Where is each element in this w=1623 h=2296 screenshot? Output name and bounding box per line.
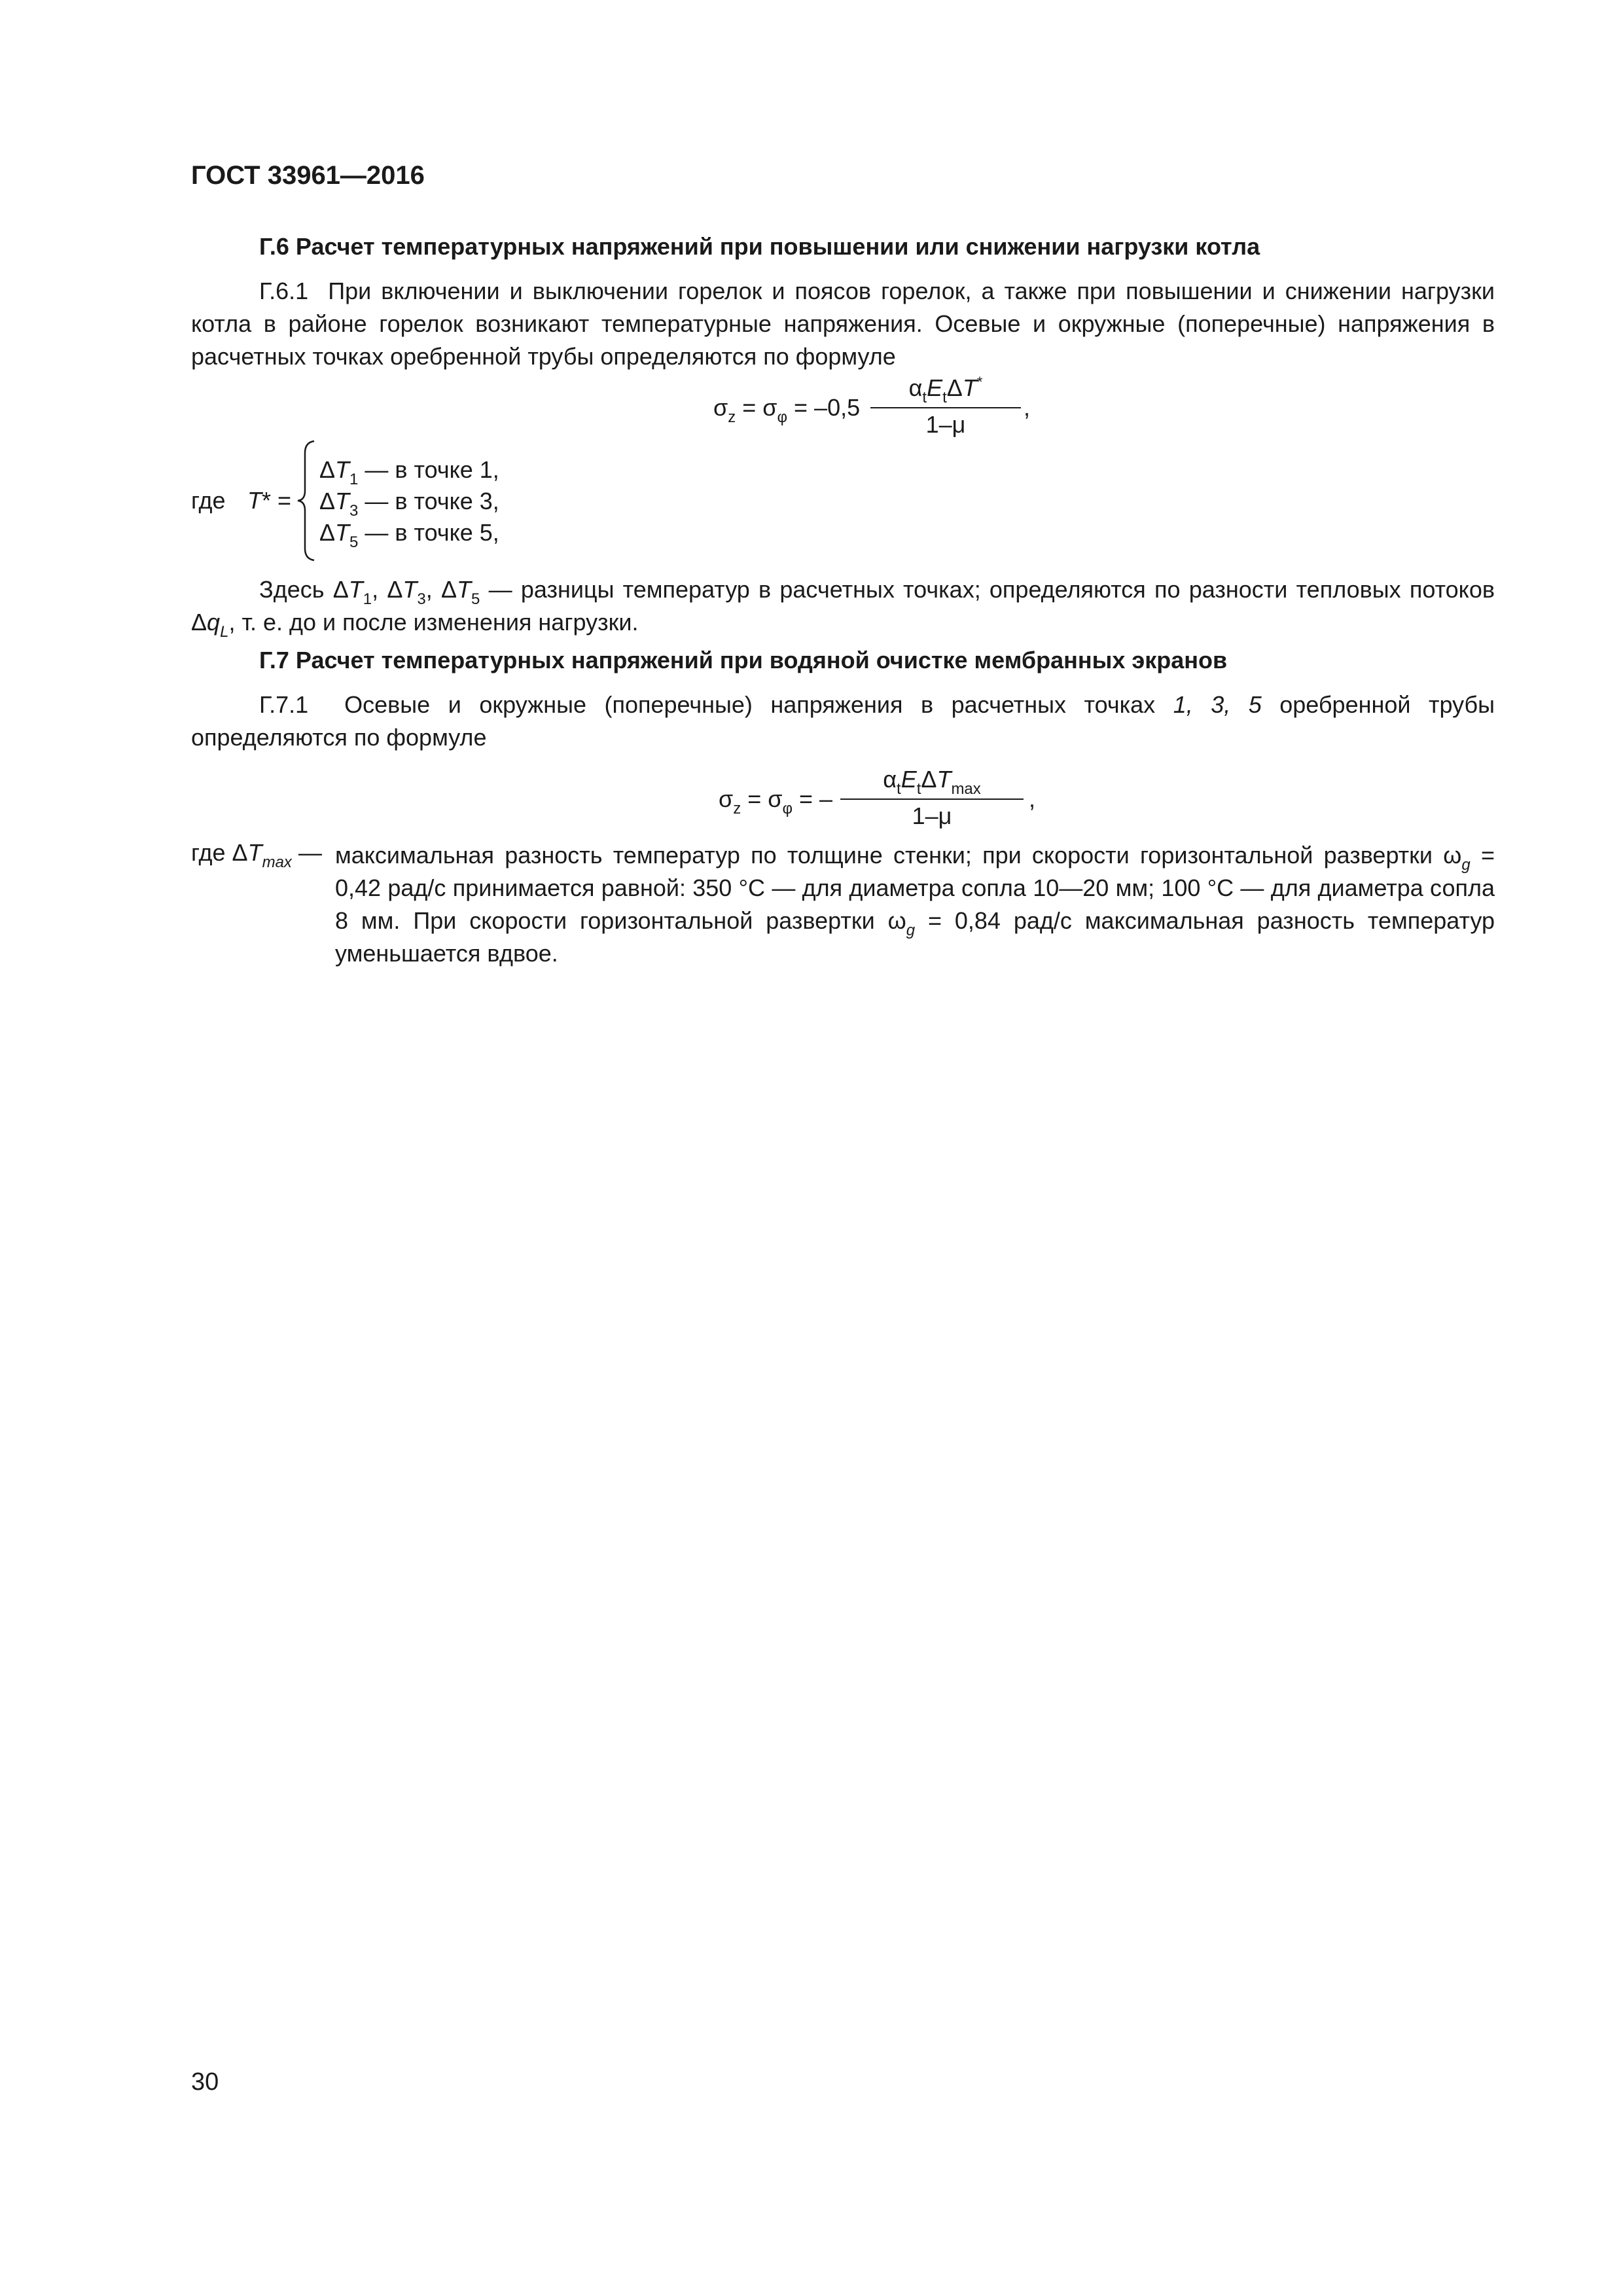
- formula-numerator: $\alpha_tE_t\Delta T_{max}$: [883, 766, 981, 798]
- formula-numerator: $\alpha_tE_t\Delta T^*$: [908, 374, 983, 406]
- section-g6-paragraph: [191, 275, 1495, 373]
- formula-denominator: 1–μ: [912, 802, 952, 829]
- formula-lhs: $\sigma_z = \sigma_\varphi = -0,5$: [713, 394, 861, 426]
- section-g6-heading: Г.6 Расчет температурных напряжений при повышении или снижении нагрузки котла: [259, 233, 1260, 260]
- fraction-bar: [840, 798, 1024, 800]
- section-g7-paragraph: Г.7.1 Осевые и окружные (поперечные) напряжения в расчетных точках 1, 3, 5 оребренной трубы определяются по формуле: [191, 691, 1495, 751]
- case-list: [319, 454, 499, 551]
- section-g6-note: Здесь $\Delta T_1$, $\Delta T_3$, $\Delta T_5$ — разницы температур в расчетных точках; определяются по разности тепловых потоков $\Delta q_L$, т. е. до и после изменения нагрузки.: [191, 576, 1495, 641]
- where-tmax-label: где $\Delta T_{max}$ —: [191, 839, 322, 871]
- formula-g7: [719, 766, 1177, 844]
- formula-g6: [713, 374, 1171, 453]
- page-number: 30: [191, 2068, 219, 2096]
- para-number: Г.7.1: [259, 691, 309, 718]
- left-brace-icon: [296, 440, 318, 562]
- where-label: где: [191, 487, 226, 514]
- document-number: ГОСТ 33961—2016: [191, 161, 425, 190]
- formula-tail: ,: [1024, 394, 1031, 421]
- section-g7-heading: Г.7 Расчет температурных напряжений при водяной очистке мембранных экранов: [259, 647, 1228, 673]
- tstar-label: T* =: [247, 487, 292, 514]
- case-item-5: $\Delta T_5$ — в точке 5,: [319, 519, 499, 551]
- case-item-1: $\Delta T_1$ — в точке 1,: [319, 456, 499, 488]
- formula-denominator: 1–μ: [925, 411, 966, 438]
- formula-lhs: $\sigma_z = \sigma_\varphi$ = –: [719, 785, 833, 817]
- formula-tail: ,: [1029, 785, 1036, 812]
- para-text: При включении и выключении горелок и поясов горелок, а также при повышении и снижении нагрузки котла в районе горелок возникают температурные напряжения. Осевые и окружные (поперечные) напряжения в расчетных точках оребренной трубы определяются по формуле: [191, 278, 1495, 370]
- fraction-bar: [870, 407, 1021, 408]
- where-tmax-text: максимальная разность температур по толщине стенки; при скорости горизонтальной развертки $\omega_g = 0,42$ рад/с принимается равной: 350 °С — для диаметра сопла 10—20 мм; 100 °С — для диаметра сопла 8 мм. При скорости горизонтальной развертки $\omega_g = 0,84$ рад/с максимальная разность температур уменьшается вдвое.: [335, 842, 1495, 967]
- para-number: Г.6.1: [259, 278, 309, 304]
- case-item-3: $\Delta T_3$ — в точке 3,: [319, 488, 499, 520]
